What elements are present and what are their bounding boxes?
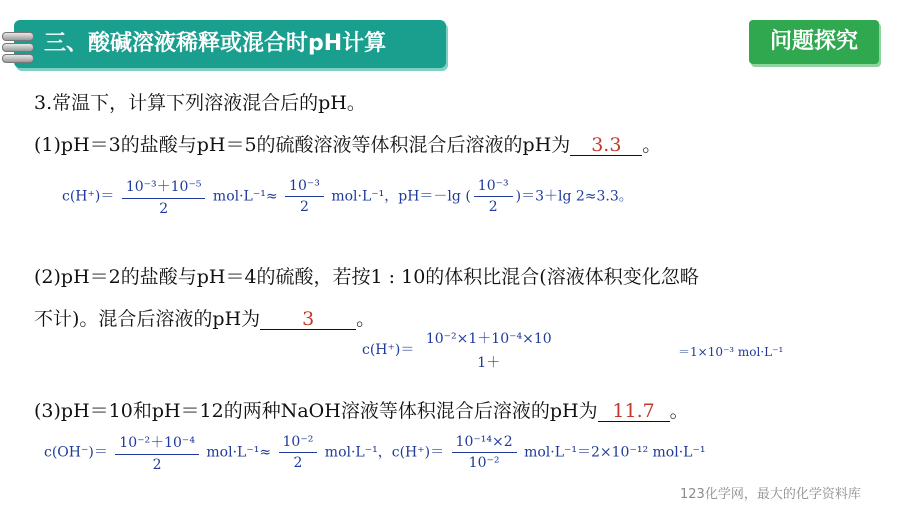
formula1-lhs: c(H⁺)＝ [62, 188, 115, 205]
part3-text: (3)pH＝10和pH＝12的两种NaOH溶液等体积混合后溶液的pH为 [34, 400, 598, 422]
formula2-denominator: 1＋ [477, 355, 501, 371]
part2-answer: 3 [260, 309, 356, 330]
formula1-fraction [122, 176, 206, 217]
formula1-unit1: mol·L⁻¹≈ [212, 188, 278, 205]
formula3-tail: mol·L⁻¹＝2×10⁻¹² mol·L⁻¹ [524, 444, 706, 461]
part1-text: (1)pH＝3的盐酸与pH＝5的硫酸溶液等体积混合后溶液的pH为 [34, 134, 571, 156]
question-intro: 3.常温下，计算下列溶液混合后的pH。 [34, 92, 366, 114]
formula2-result: ＝1×10⁻³ mol·L⁻¹ [678, 345, 784, 359]
formula2-fraction [422, 328, 556, 372]
formula1-denominator: 2 [159, 201, 169, 217]
formula1-fraction3 [474, 178, 513, 215]
formula1-denominator3: 2 [488, 199, 498, 215]
part2-text-a: (2)pH＝2的盐酸与pH＝4的硫酸，若按1 : 10的体积比混合(溶液体积变化忽略 [34, 266, 699, 288]
formula1-tail: )＝3＋lg 2≈3.3。 [515, 188, 633, 205]
formula1-numerator2: 10⁻³ [285, 178, 324, 197]
formula3-fraction [115, 432, 199, 473]
part3-answer: 11.7 [598, 401, 670, 422]
formula1-denominator2: 2 [300, 199, 309, 215]
formula3 [44, 432, 705, 473]
formula3-denominator: 2 [152, 457, 162, 473]
part3-line [34, 396, 689, 423]
formula2-numerator: 10⁻²×1＋10⁻⁴×10 [425, 331, 552, 347]
formula3-lhs: c(OH⁻)＝ [44, 444, 108, 461]
part2-text-b: 不计)。混合后溶液的pH为 [34, 308, 261, 330]
formula3-numerator: 10⁻²＋10⁻⁴ [115, 432, 199, 455]
part1-line [34, 130, 661, 157]
formula3-numerator3: 10⁻¹⁴×2 [452, 434, 517, 453]
formula1-numerator: 10⁻³＋10⁻⁵ [122, 176, 206, 199]
formula3-unit1: mol·L⁻¹≈ [206, 444, 272, 461]
part2-line-b [34, 304, 375, 331]
formula3-denominator3: 10⁻² [468, 455, 500, 471]
formula3-denominator2: 2 [293, 455, 303, 471]
formula3-fraction2 [279, 434, 318, 471]
part1-answer: 3.3 [570, 135, 642, 156]
formula2 [362, 328, 559, 372]
formula3-fraction3 [452, 434, 517, 471]
formula1-unit2: mol·L⁻¹，pH＝－lg ( [331, 188, 471, 205]
binder-rings-icon [2, 30, 34, 64]
formula3-numerator2: 10⁻² [279, 434, 318, 453]
formula1-numerator3: 10⁻³ [474, 178, 513, 197]
formula3-unit2: mol·L⁻¹，c(H⁺)＝ [324, 444, 445, 461]
topic-badge: 问题探究 [749, 20, 879, 64]
part3-end: 。 [669, 400, 689, 422]
formula2-lhs: c(H⁺)＝ [362, 342, 415, 358]
part2-end: 。 [356, 308, 376, 330]
section-title: 三、酸碱溶液稀释或混合时pH计算 [44, 31, 387, 56]
watermark-text: 123化学网，最大的化学资料库 [680, 487, 861, 502]
part1-end: 。 [642, 134, 662, 156]
formula1 [62, 176, 633, 217]
formula1-fraction2 [285, 178, 324, 215]
